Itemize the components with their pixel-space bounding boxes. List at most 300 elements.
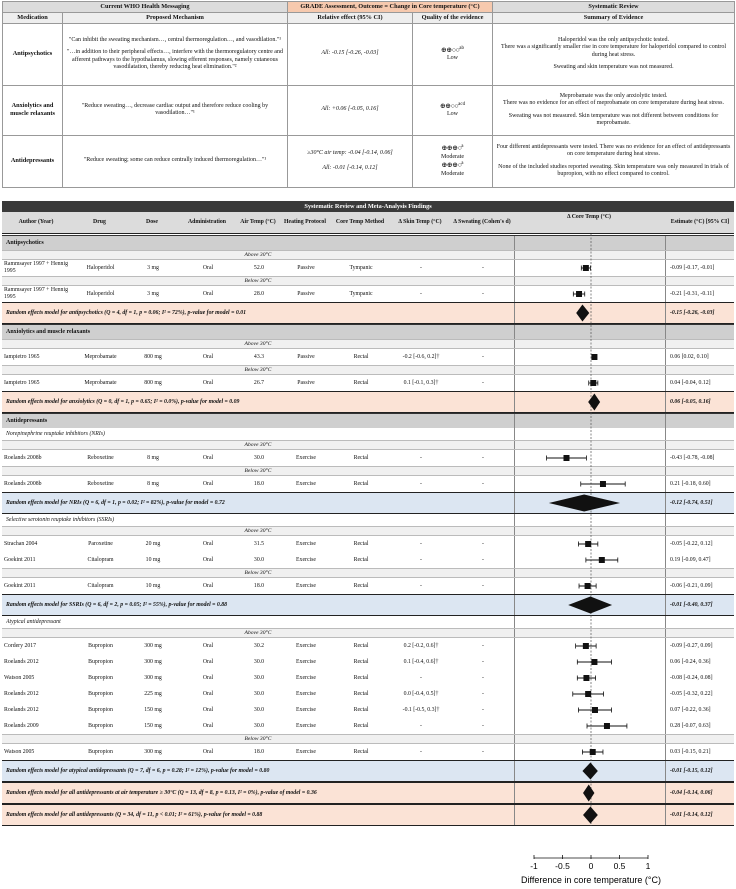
- temperature-band-label: Above 30°C: [244, 528, 272, 534]
- study-protocol: Exercise: [296, 583, 316, 589]
- group-header: [2, 235, 734, 250]
- study-row: [2, 536, 734, 552]
- study-sweat: -: [482, 583, 484, 589]
- study-estimate: -0.43 [-0.78, -0.08]: [670, 455, 715, 461]
- study-admin: Oral: [202, 659, 214, 665]
- subgroup-label: Norepinephrine reuptake inhibitors (NRIs): [6, 431, 105, 437]
- quality-cell: [413, 135, 493, 187]
- quality-symbols: ⊕⊕○○: [439, 101, 459, 110]
- column-divider: [514, 260, 515, 276]
- study-method: Rectal: [353, 723, 369, 729]
- column-divider: [665, 493, 666, 513]
- subgroup-label: Selective serotonin reuptake inhibitors (SSRIs): [6, 517, 115, 523]
- column-divider: [514, 761, 515, 781]
- col-core-method: Core Temp Method: [335, 219, 385, 226]
- column-divider: [514, 536, 515, 552]
- axis-tick-label: 0: [588, 861, 594, 871]
- study-estimate: 0.06 [-0.24, 0.36]: [670, 659, 711, 665]
- study-estimate: -0.21 [-0.31, -0.11]: [670, 291, 715, 297]
- axis-label: Difference in core temperature (°C): [521, 875, 661, 885]
- study-sweat: -: [482, 749, 484, 755]
- quality-header: Quality of the evidence: [413, 12, 493, 23]
- study-estimate: 0.07 [-0.22, 0.36]: [670, 707, 711, 713]
- summary-line: Sweating and skin temperature was not measured.: [553, 64, 674, 71]
- col-author: Author (Year): [18, 219, 54, 226]
- random-effects-estimate: -0.01 [-0.15, 0.12]: [670, 768, 713, 774]
- study-protocol: Passive: [297, 354, 315, 360]
- temperature-band: [2, 628, 734, 638]
- study-estimate: 0.21 [-0.18, 0.60]: [670, 481, 711, 487]
- study-skin: 0.1 [-0.1, 0.3]†: [403, 380, 439, 386]
- study-sweat: -: [482, 691, 484, 697]
- group-label: Antidepressants: [6, 418, 48, 424]
- study-dose: 3 mg: [147, 291, 159, 297]
- group-label: Anxiolytics and muscle relaxants: [6, 329, 91, 335]
- study-drug: Bupropion: [88, 707, 113, 713]
- study-sweat: -: [482, 643, 484, 649]
- temperature-band: [2, 339, 734, 349]
- study-admin: Oral: [202, 675, 214, 681]
- study-protocol: Exercise: [296, 691, 316, 697]
- column-divider: [665, 236, 666, 250]
- mechanism-cell: "Reduce sweating; some can reduce centrally induced thermoregulation…"¹: [63, 135, 288, 187]
- study-drug: Haloperidol: [86, 265, 115, 271]
- study-author: Rammsayer 1997 + Hennig 1995: [4, 287, 68, 300]
- study-sweat: -: [482, 265, 484, 271]
- summary-line: There was a significantly smaller rise in core temperature for haloperidol compared to control during heat stress.: [500, 44, 727, 58]
- grade-row-antidepressants: [3, 135, 735, 187]
- study-dose: 800 mg: [144, 380, 162, 386]
- summary-line: Haloperidol was the only antipsychotic tested.: [558, 36, 669, 43]
- study-method: Rectal: [353, 749, 369, 755]
- random-effects-row: [2, 594, 734, 616]
- grade-row-anxiolytics: [3, 85, 735, 135]
- column-divider: [514, 616, 515, 628]
- temperature-band-label: Below 30°C: [244, 468, 272, 474]
- study-dose: 20 mg: [145, 541, 161, 547]
- study-method: Rectal: [353, 354, 369, 360]
- temperature-band: [2, 526, 734, 536]
- random-effects-estimate: 0.06 [-0.05, 0.16]: [670, 399, 711, 405]
- temperature-band: [2, 568, 734, 578]
- study-skin: -0.1 [-0.5, 0.3]†: [402, 707, 440, 713]
- column-divider: [514, 325, 515, 339]
- study-admin: Oral: [202, 481, 214, 487]
- study-row: [2, 450, 734, 466]
- study-protocol: Exercise: [296, 541, 316, 547]
- column-divider: [514, 467, 515, 475]
- column-divider: [514, 340, 515, 348]
- col-air-temp: Air Temp (°C): [240, 219, 276, 226]
- quality-symbols: ⊕⊕⊕○: [441, 144, 462, 153]
- study-admin: Oral: [202, 749, 214, 755]
- temperature-band: [2, 466, 734, 476]
- temperature-band-label: Above 30°C: [244, 442, 272, 448]
- column-divider: [514, 476, 515, 492]
- study-drug: Bupropion: [88, 643, 113, 649]
- study-air: 52.0: [253, 265, 265, 271]
- column-divider: [665, 595, 666, 615]
- study-author: Roelands 2012: [4, 706, 39, 713]
- column-divider: [665, 441, 666, 449]
- study-air: 30.0: [253, 707, 265, 713]
- study-estimate: 0.04 [-0.04, 0.12]: [670, 380, 711, 386]
- column-divider: [665, 325, 666, 339]
- study-author: Rammsayer 1997 + Hennig 1995: [4, 261, 68, 274]
- study-protocol: Passive: [297, 380, 315, 386]
- study-method: Rectal: [353, 380, 369, 386]
- column-divider: [514, 236, 515, 250]
- effect-cell: All: -0.15 [-0.26, -0.03]: [288, 23, 413, 85]
- column-divider: [665, 616, 666, 628]
- study-protocol: Exercise: [296, 455, 316, 461]
- column-divider: [665, 805, 666, 825]
- summary-line: Four different antidepressants were tested. There was no evidence for an effect of antidepressants on core temperature during heat stress.: [496, 143, 731, 158]
- column-divider: [514, 569, 515, 577]
- column-divider: [514, 595, 515, 615]
- study-dose: 10 mg: [145, 583, 161, 589]
- col-administration: Administration: [187, 219, 226, 226]
- study-estimate: -0.08 [-0.24, 0.08]: [670, 675, 713, 681]
- study-row: [2, 702, 734, 718]
- random-effects-label: Random effects model for anxiolytics (Q = 0, df = 1, p = 0.65; I² = 0.0%), p-value for model = 0.09: [6, 399, 240, 405]
- column-divider: [514, 718, 515, 734]
- random-effects-row: [2, 804, 734, 826]
- study-air: 30.0: [253, 723, 265, 729]
- study-dose: 300 mg: [144, 675, 162, 681]
- medication-header: Medication: [3, 12, 63, 23]
- study-author: Roelands 2012: [4, 690, 39, 697]
- random-effects-estimate: -0.01 [-0.14, 0.12]: [670, 812, 713, 818]
- axis-tick-label: -1: [530, 861, 538, 871]
- column-divider: [514, 286, 515, 302]
- column-divider: [514, 349, 515, 365]
- group-header: [2, 324, 734, 339]
- summary-cell: [493, 135, 735, 187]
- quality-symbols: ⊕⊕⊕○: [441, 161, 462, 170]
- quality-label: Low: [447, 55, 458, 62]
- random-effects-row: [2, 391, 734, 413]
- study-sweat: -: [482, 455, 484, 461]
- column-header-row: [2, 212, 734, 234]
- column-divider: [514, 366, 515, 374]
- study-method: Rectal: [353, 455, 369, 461]
- column-divider: [665, 569, 666, 577]
- study-method: Rectal: [353, 583, 369, 589]
- study-admin: Oral: [202, 723, 214, 729]
- column-divider: [514, 493, 515, 513]
- col-heating-protocol: Heating Protocol: [284, 219, 326, 226]
- effect-cell: [288, 135, 413, 187]
- column-divider: [665, 277, 666, 285]
- column-divider: [514, 277, 515, 285]
- column-divider: [665, 303, 666, 323]
- review-header: Systematic Review: [493, 2, 735, 13]
- column-divider: [665, 251, 666, 259]
- study-admin: Oral: [202, 354, 214, 360]
- study-method: Tympanic: [349, 291, 373, 297]
- study-protocol: Passive: [297, 265, 315, 271]
- study-drug: Meprobamate: [84, 354, 117, 360]
- column-divider: [665, 761, 666, 781]
- study-protocol: Exercise: [296, 723, 316, 729]
- study-row: [2, 349, 734, 365]
- random-effects-label: Random effects model for atypical antidepressants (Q = 7, df = 6, p = 0.28; I² = 12%), p-value for model = 0.80: [6, 768, 270, 774]
- column-divider: [514, 441, 515, 449]
- study-dose: 300 mg: [144, 749, 162, 755]
- col-sweating: Δ Sweating (Cohen's d): [453, 219, 511, 226]
- study-admin: Oral: [202, 583, 214, 589]
- study-air: 43.3: [253, 354, 265, 360]
- study-drug: Reboxetine: [87, 481, 114, 487]
- study-skin: -: [420, 749, 422, 755]
- study-row: [2, 686, 734, 702]
- column-divider: [514, 735, 515, 743]
- summary-header: Summary of Evidence: [493, 12, 735, 23]
- temperature-band: [2, 276, 734, 286]
- study-row: [2, 718, 734, 734]
- study-author: Roelands 2009: [4, 722, 39, 729]
- study-sweat: -: [482, 380, 484, 386]
- column-divider: [514, 670, 515, 686]
- column-divider: [665, 366, 666, 374]
- study-sweat: -: [482, 291, 484, 297]
- column-divider: [514, 375, 515, 391]
- mechanism-quote: "Can inhibit the sweating mechanism…, central thermoregulation…, and vasodilation."¹: [68, 36, 282, 43]
- study-method: Rectal: [353, 643, 369, 649]
- column-divider: [665, 392, 666, 412]
- column-divider: [665, 514, 666, 526]
- column-divider: [514, 514, 515, 526]
- study-drug: Haloperidol: [86, 291, 115, 297]
- study-admin: Oral: [202, 291, 214, 297]
- column-divider: [665, 349, 666, 365]
- summary-line: None of the included studies reported sweating. Skin temperature was only measured in trials of bupropion, with no effect compared to control.: [498, 163, 729, 178]
- study-protocol: Exercise: [296, 749, 316, 755]
- column-divider: [665, 260, 666, 276]
- column-divider: [665, 718, 666, 734]
- random-effects-row: [2, 492, 734, 514]
- column-divider: [665, 375, 666, 391]
- column-divider: [665, 686, 666, 702]
- study-dose: 10 mg: [145, 557, 161, 563]
- study-sweat: -: [482, 707, 484, 713]
- study-protocol: Passive: [297, 291, 315, 297]
- column-divider: [514, 392, 515, 412]
- study-author: Strachan 2004: [4, 540, 38, 547]
- axis-tick-label: 1: [645, 861, 651, 871]
- study-estimate: -0.06 [-0.21, 0.09]: [670, 583, 713, 589]
- study-author: Goekint 2011: [4, 582, 36, 589]
- study-skin: 0.0 [-0.4, 0.5]†: [403, 691, 439, 697]
- quality-footnote: ab: [459, 45, 464, 51]
- study-air: 26.7: [253, 380, 265, 386]
- study-skin: -: [420, 481, 422, 487]
- summary-cell: [493, 23, 735, 85]
- study-drug: Bupropion: [88, 749, 113, 755]
- column-divider: [665, 527, 666, 535]
- study-estimate: 0.03 [-0.15, 0.21]: [670, 749, 711, 755]
- study-method: Rectal: [353, 675, 369, 681]
- study-protocol: Exercise: [296, 707, 316, 713]
- summary-cell: [493, 85, 735, 135]
- study-sweat: -: [482, 723, 484, 729]
- study-air: 18.0: [253, 749, 265, 755]
- random-effects-label: Random effects model for NRIs (Q = 6, df = 1, p = 0.02; I² = 82%), p-value for model = 0.72: [6, 500, 225, 506]
- study-skin: -: [420, 557, 422, 563]
- study-author: Watson 2005: [4, 748, 35, 755]
- column-divider: [665, 735, 666, 743]
- quality-footnote: a: [461, 161, 464, 167]
- grade-table: [2, 1, 735, 188]
- study-estimate: 0.06 [0.02, 0.10]: [670, 354, 709, 360]
- study-skin: 0.1 [-0.4, 0.6]†: [403, 659, 439, 665]
- temperature-band-label: Above 30°C: [244, 341, 272, 347]
- col-core-temp: Δ Core Temp (°C): [566, 214, 611, 220]
- column-divider: [514, 527, 515, 535]
- study-drug: Paroxetine: [88, 541, 113, 547]
- study-admin: Oral: [202, 265, 214, 271]
- temperature-band-label: Above 30°C: [244, 630, 272, 636]
- study-sweat: -: [482, 557, 484, 563]
- study-protocol: Exercise: [296, 557, 316, 563]
- study-author: Iampietro 1965: [4, 379, 40, 386]
- study-method: Rectal: [353, 659, 369, 665]
- study-air: 30.2: [253, 643, 265, 649]
- col-skin-temp: Δ Skin Temp (°C): [398, 219, 442, 226]
- study-estimate: -0.05 [-0.22, 0.12]: [670, 541, 713, 547]
- study-method: Rectal: [353, 481, 369, 487]
- temperature-band: [2, 734, 734, 744]
- study-skin: -: [420, 675, 422, 681]
- study-author: Watson 2005: [4, 674, 35, 681]
- group-header: [2, 413, 734, 428]
- study-air: 30.0: [253, 455, 265, 461]
- study-author: Roelands 2012: [4, 658, 39, 665]
- column-divider: [514, 414, 515, 428]
- study-row: [2, 375, 734, 391]
- study-air: 30.0: [253, 675, 265, 681]
- temperature-band-label: Below 30°C: [244, 367, 272, 373]
- study-drug: Bupropion: [88, 659, 113, 665]
- axis-tick-label: 0.5: [613, 861, 626, 871]
- group-label: Antipsychotics: [6, 240, 44, 246]
- column-divider: [514, 428, 515, 440]
- study-skin: -: [420, 541, 422, 547]
- study-air: 31.5: [253, 541, 265, 547]
- study-protocol: Exercise: [296, 481, 316, 487]
- temperature-band-label: Below 30°C: [244, 736, 272, 742]
- study-dose: 3 mg: [147, 265, 159, 271]
- column-divider: [665, 744, 666, 760]
- grade-row-antipsychotics: [3, 23, 735, 85]
- column-divider: [665, 536, 666, 552]
- random-effects-estimate: -0.01 [-0.40, 0.37]: [670, 602, 713, 608]
- medication-cell: Anxiolytics and muscle relaxants: [3, 85, 63, 135]
- column-divider: [665, 654, 666, 670]
- study-row: [2, 638, 734, 654]
- column-divider: [665, 340, 666, 348]
- quality-symbols: ⊕⊕○○: [441, 45, 460, 54]
- study-method: Rectal: [353, 557, 369, 563]
- col-dose: Dose: [146, 219, 158, 226]
- study-protocol: Exercise: [296, 675, 316, 681]
- study-estimate: -0.09 [-0.17, -0.01]: [670, 265, 715, 271]
- study-sweat: -: [482, 481, 484, 487]
- study-author: Cordery 2017: [4, 642, 37, 649]
- column-divider: [665, 476, 666, 492]
- study-row: [2, 552, 734, 568]
- effect-cell: All: +0.06 [-0.05, 0.16]: [288, 85, 413, 135]
- column-divider: [665, 467, 666, 475]
- effect-line: ≥30°C air temp: -0.04 [-0.14, 0.06]: [307, 149, 393, 156]
- study-drug: Reboxetine: [87, 455, 114, 461]
- quality-footnote: a: [461, 144, 464, 150]
- study-admin: Oral: [202, 707, 214, 713]
- random-effects-label: Random effects model for antipsychotics (Q = 4, df = 1, p = 0.06; I² = 72%), p-value for model = 0.01: [6, 310, 247, 316]
- column-divider: [514, 552, 515, 568]
- column-divider: [514, 578, 515, 594]
- who-header: Current WHO Health Messaging: [3, 2, 288, 13]
- effect-line: All: -0.01 [-0.14, 0.12]: [322, 165, 378, 172]
- study-row: [2, 670, 734, 686]
- temperature-band: [2, 365, 734, 375]
- column-divider: [514, 744, 515, 760]
- random-effects-row: [2, 782, 734, 804]
- random-effects-estimate: -0.12 [-0.74, 0.51]: [670, 500, 713, 506]
- study-estimate: 0.28 [-0.07, 0.63]: [670, 723, 711, 729]
- study-author: Iampietro 1965: [4, 353, 40, 360]
- subgroup-header: [2, 616, 734, 628]
- subgroup-header: [2, 514, 734, 526]
- study-dose: 225 mg: [144, 691, 162, 697]
- study-row: [2, 260, 734, 276]
- summary-line: Meprobamate was the only anxiolytic tested.: [559, 92, 668, 99]
- random-effects-row: [2, 760, 734, 782]
- mechanism-cell: "Reduce sweating…, decrease cardiac output and therefore reduce cooling by vasodilation…"¹: [63, 85, 288, 135]
- column-divider: [665, 450, 666, 466]
- axis-tick-label: -0.5: [555, 861, 570, 871]
- study-dose: 800 mg: [144, 354, 162, 360]
- col-estimate: Estimate (°C) [95% CI]: [670, 219, 730, 226]
- study-air: 30.0: [253, 691, 265, 697]
- study-sweat: -: [482, 354, 484, 360]
- random-effects-row: [2, 302, 734, 324]
- column-divider: [514, 450, 515, 466]
- subgroup-label: Atypical antidepressant: [6, 619, 61, 625]
- study-skin: -: [420, 265, 422, 271]
- study-admin: Oral: [202, 380, 214, 386]
- study-skin: -0.2 [-0.6, 0.2]†: [402, 354, 440, 360]
- study-admin: Oral: [202, 691, 214, 697]
- study-estimate: 0.19 [-0.09, 0.47]: [670, 557, 711, 563]
- study-dose: 8 mg: [147, 455, 159, 461]
- column-divider: [665, 638, 666, 654]
- study-dose: 300 mg: [144, 643, 162, 649]
- column-divider: [514, 702, 515, 718]
- column-divider: [514, 686, 515, 702]
- column-divider: [665, 702, 666, 718]
- study-estimate: -0.09 [-0.27, 0.09]: [670, 643, 713, 649]
- summary-line: There was no evidence for an effect of meprobamate on core temperature during heat stress.: [503, 100, 724, 107]
- study-dose: 150 mg: [144, 723, 162, 729]
- grade-header: GRADE Assessment, Outcome = Change in Core temperature (°C): [288, 2, 493, 13]
- study-admin: Oral: [202, 643, 214, 649]
- column-divider: [514, 805, 515, 825]
- study-admin: Oral: [202, 557, 214, 563]
- subgroup-header: [2, 428, 734, 440]
- study-drug: Bupropion: [88, 691, 113, 697]
